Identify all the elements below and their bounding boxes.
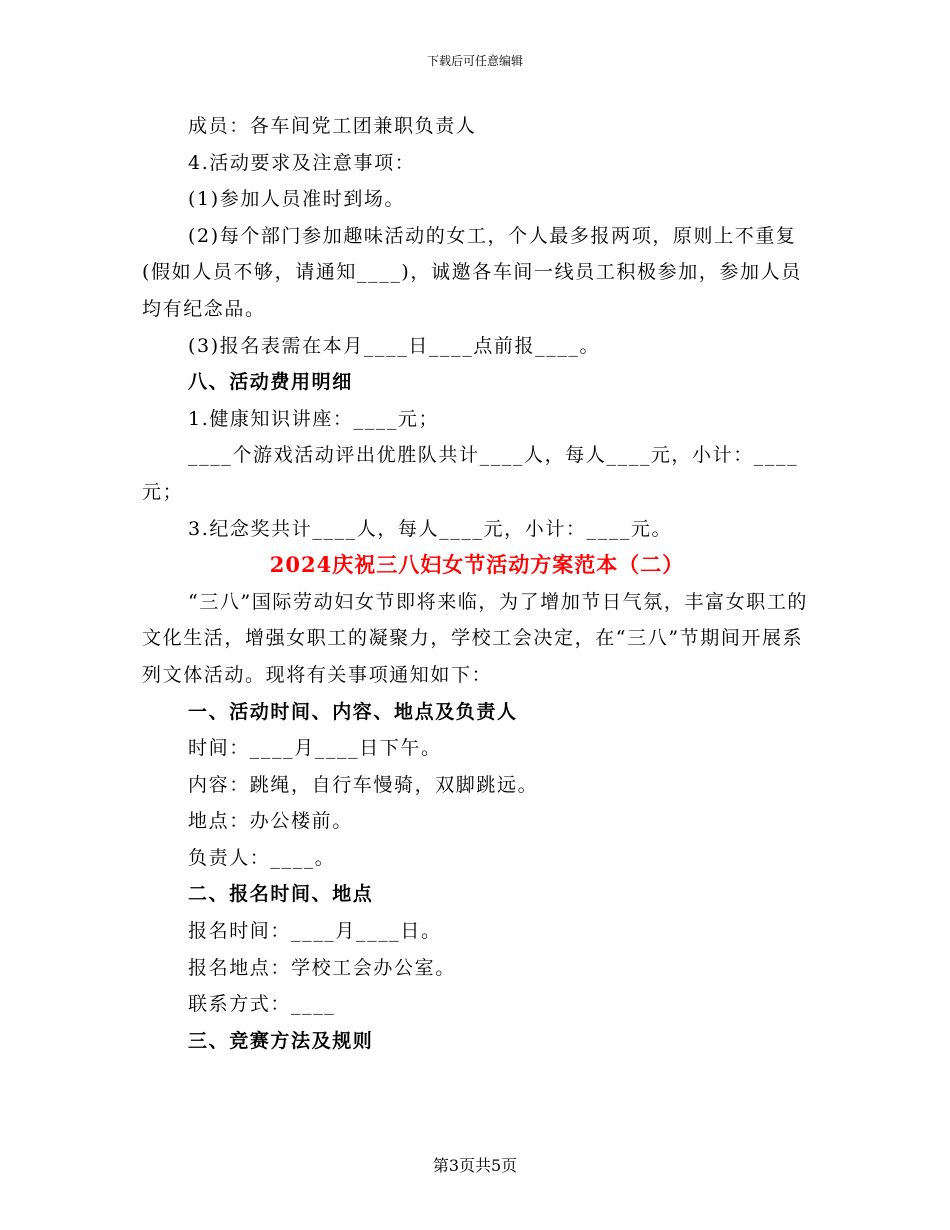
section-heading-1: 一、活动时间、内容、地点及负责人: [188, 700, 518, 723]
paragraph-content: 内容：跳绳，自行车慢骑，双脚跳远。: [188, 773, 539, 796]
page-header: 下载后可任意编辑: [426, 54, 523, 68]
document-title: 2024庆祝三八妇女节活动方案范本（二）: [269, 552, 685, 578]
paragraph-requirement-2: (2)每个部门参加趣味活动的女工，个人最多报两项，原则上不重复(假如人员不够，请通知____)，诚邀各车间一线员工积极参加，参加人员均有纪念品。: [142, 224, 802, 320]
section-heading-costs: 八、活动费用明细: [188, 371, 353, 394]
paragraph-signup-time: 报名时间：____月____日。: [188, 920, 442, 943]
section-heading-2: 二、报名时间、地点: [188, 883, 374, 906]
paragraph-owner: 负责人：____。: [188, 846, 336, 869]
section-heading-3: 三、竞赛方法及规则: [188, 1029, 374, 1052]
paragraph-contact: 联系方式：____: [188, 993, 336, 1016]
paragraph-cost-2: ____个游戏活动评出优胜队共计____人，每人____元，小计：____元；: [142, 444, 799, 503]
paragraph-members: 成员：各车间党工团兼职负责人: [188, 115, 477, 137]
paragraph-cost-3: 3.纪念奖共计____人，每人____元，小计：____元。: [188, 517, 673, 540]
paragraph-intro: “三八”国际劳动妇女节即将来临，为了增加节日气氛，丰富女职工的文化生活，增强女职工的凝聚力，学校工会决定，在“三八”节期间开展系列文体活动。现将有关事项通知如下：: [142, 590, 809, 686]
paragraph-location: 地点：办公楼前。: [188, 810, 353, 833]
paragraph-signup-location: 报名地点：学校工会办公室。: [188, 956, 456, 979]
paragraph-cost-1: 1.健康知识讲座：____元；: [188, 407, 440, 430]
paragraph-requirement-3: (3)报名表需在本月____日____点前报____。: [188, 334, 601, 357]
paragraph-time: 时间：____月____日下午。: [188, 737, 442, 760]
paragraph-requirement-1: (1)参加人员准时到场。: [188, 188, 406, 211]
paragraph-requirements-heading: 4.活动要求及注意事项：: [188, 151, 416, 174]
document-body: [142, 108, 812, 1059]
page-footer: 第3页共5页: [432, 1156, 518, 1175]
